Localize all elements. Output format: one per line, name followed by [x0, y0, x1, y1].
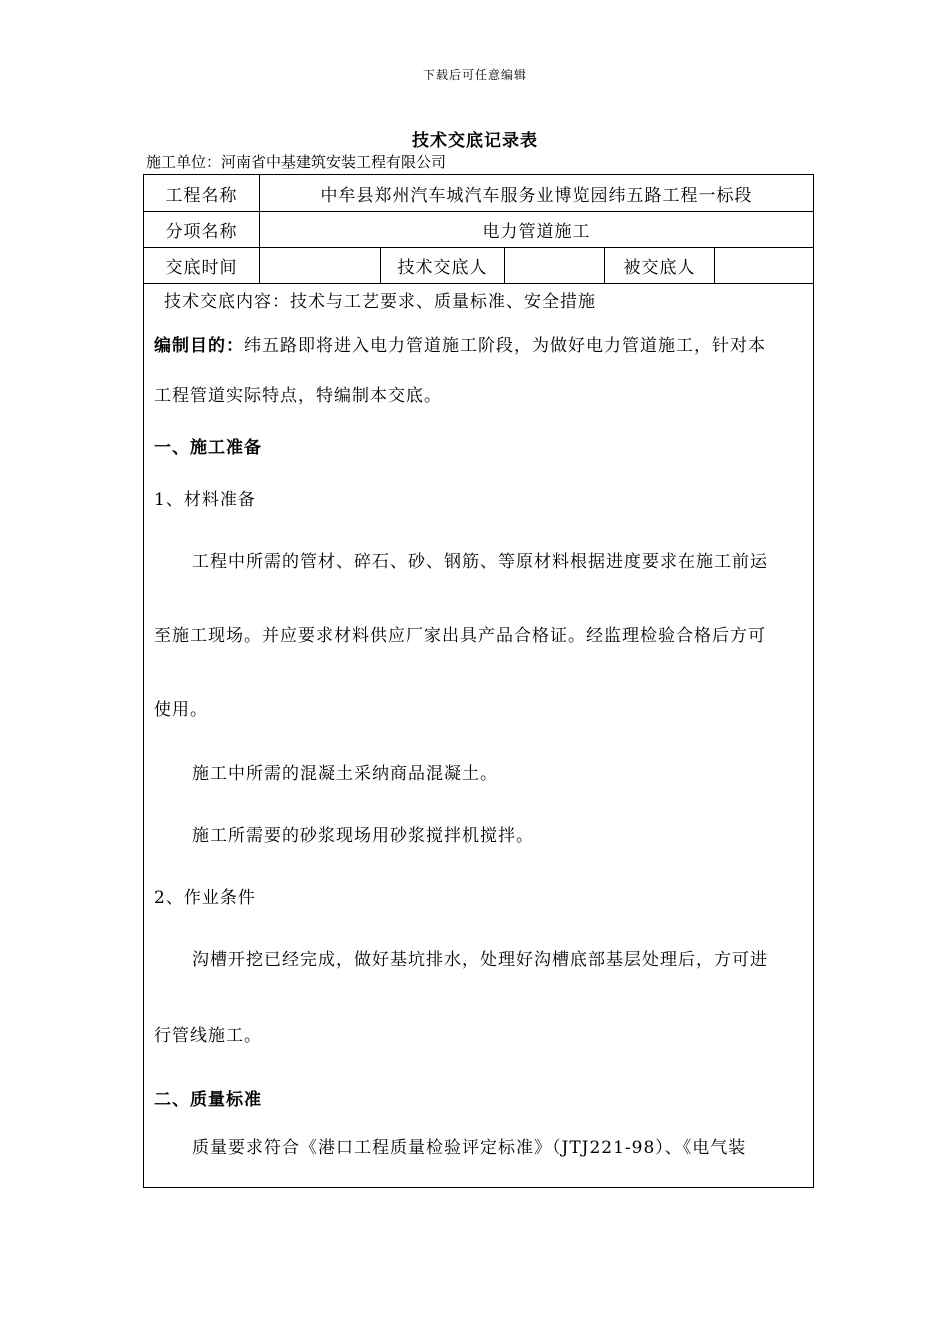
item-heading-materials: 1、材料准备 — [154, 490, 256, 510]
item-heading-conditions: 2、作业条件 — [154, 888, 256, 908]
construction-unit — [146, 151, 446, 172]
concrete-paragraph: 施工中所需的混凝土采纳商品混凝土。 — [192, 764, 498, 784]
quality-paragraph: 质量要求符合《港口工程质量检验评定标准》（JTJ221-98）、《电气装 — [192, 1138, 747, 1158]
project-name-label: 工程名称 — [165, 185, 238, 206]
section-heading-quality: 二、质量标准 — [154, 1090, 262, 1110]
mortar-paragraph: 施工所需要的砂浆现场用砂浆搅拌机搅拌。 — [192, 826, 534, 846]
content-intro: 技术交底内容：技术与工艺要求、质量标准、安全措施 — [164, 292, 596, 312]
purpose-label: 编制目的： — [154, 336, 244, 356]
materials-paragraph-line-1: 工程中所需的管材、碎石、砂、钢筋、等原材料根据进度要求在施工前运 — [192, 552, 768, 572]
disclosure-date-label: 交底时间 — [165, 257, 238, 278]
receiver-label: 被交底人 — [623, 257, 696, 278]
record-table — [143, 174, 814, 1188]
discloser-label: 技术交底人 — [397, 257, 488, 278]
project-name-value: 中牟县郑州汽车城汽车服务业博览园纬五路工程一标段 — [320, 185, 753, 206]
purpose-line-2: 工程管道实际特点，特编制本交底。 — [154, 386, 442, 406]
construction-unit-value: 河南省中基建筑安装工程有限公司 — [221, 153, 447, 171]
disclosure-content — [144, 175, 813, 1187]
conditions-paragraph-line-1: 沟槽开挖已经完成，做好基坑排水，处理好沟槽底部基层处理后，方可进 — [192, 950, 768, 970]
construction-unit-label: 施工单位： — [146, 153, 222, 171]
purpose-line-1 — [154, 331, 766, 356]
purpose-text-1: 纬五路即将进入电力管道施工阶段，为做好电力管道施工，针对本 — [244, 336, 766, 356]
sub-item-label: 分项名称 — [165, 221, 238, 242]
download-watermark: 下载后可任意编辑 — [422, 68, 527, 82]
section-heading-preparation: 一、施工准备 — [154, 438, 262, 458]
conditions-paragraph-line-2: 行管线施工。 — [154, 1026, 262, 1046]
sub-item-value: 电力管道施工 — [482, 221, 591, 242]
materials-paragraph-line-2: 至施工现场。并应要求材料供应厂家出具产品合格证。经监理检验合格后方可 — [154, 626, 766, 646]
document-title: 技术交底记录表 — [412, 131, 538, 151]
materials-paragraph-line-3: 使用。 — [154, 700, 208, 720]
